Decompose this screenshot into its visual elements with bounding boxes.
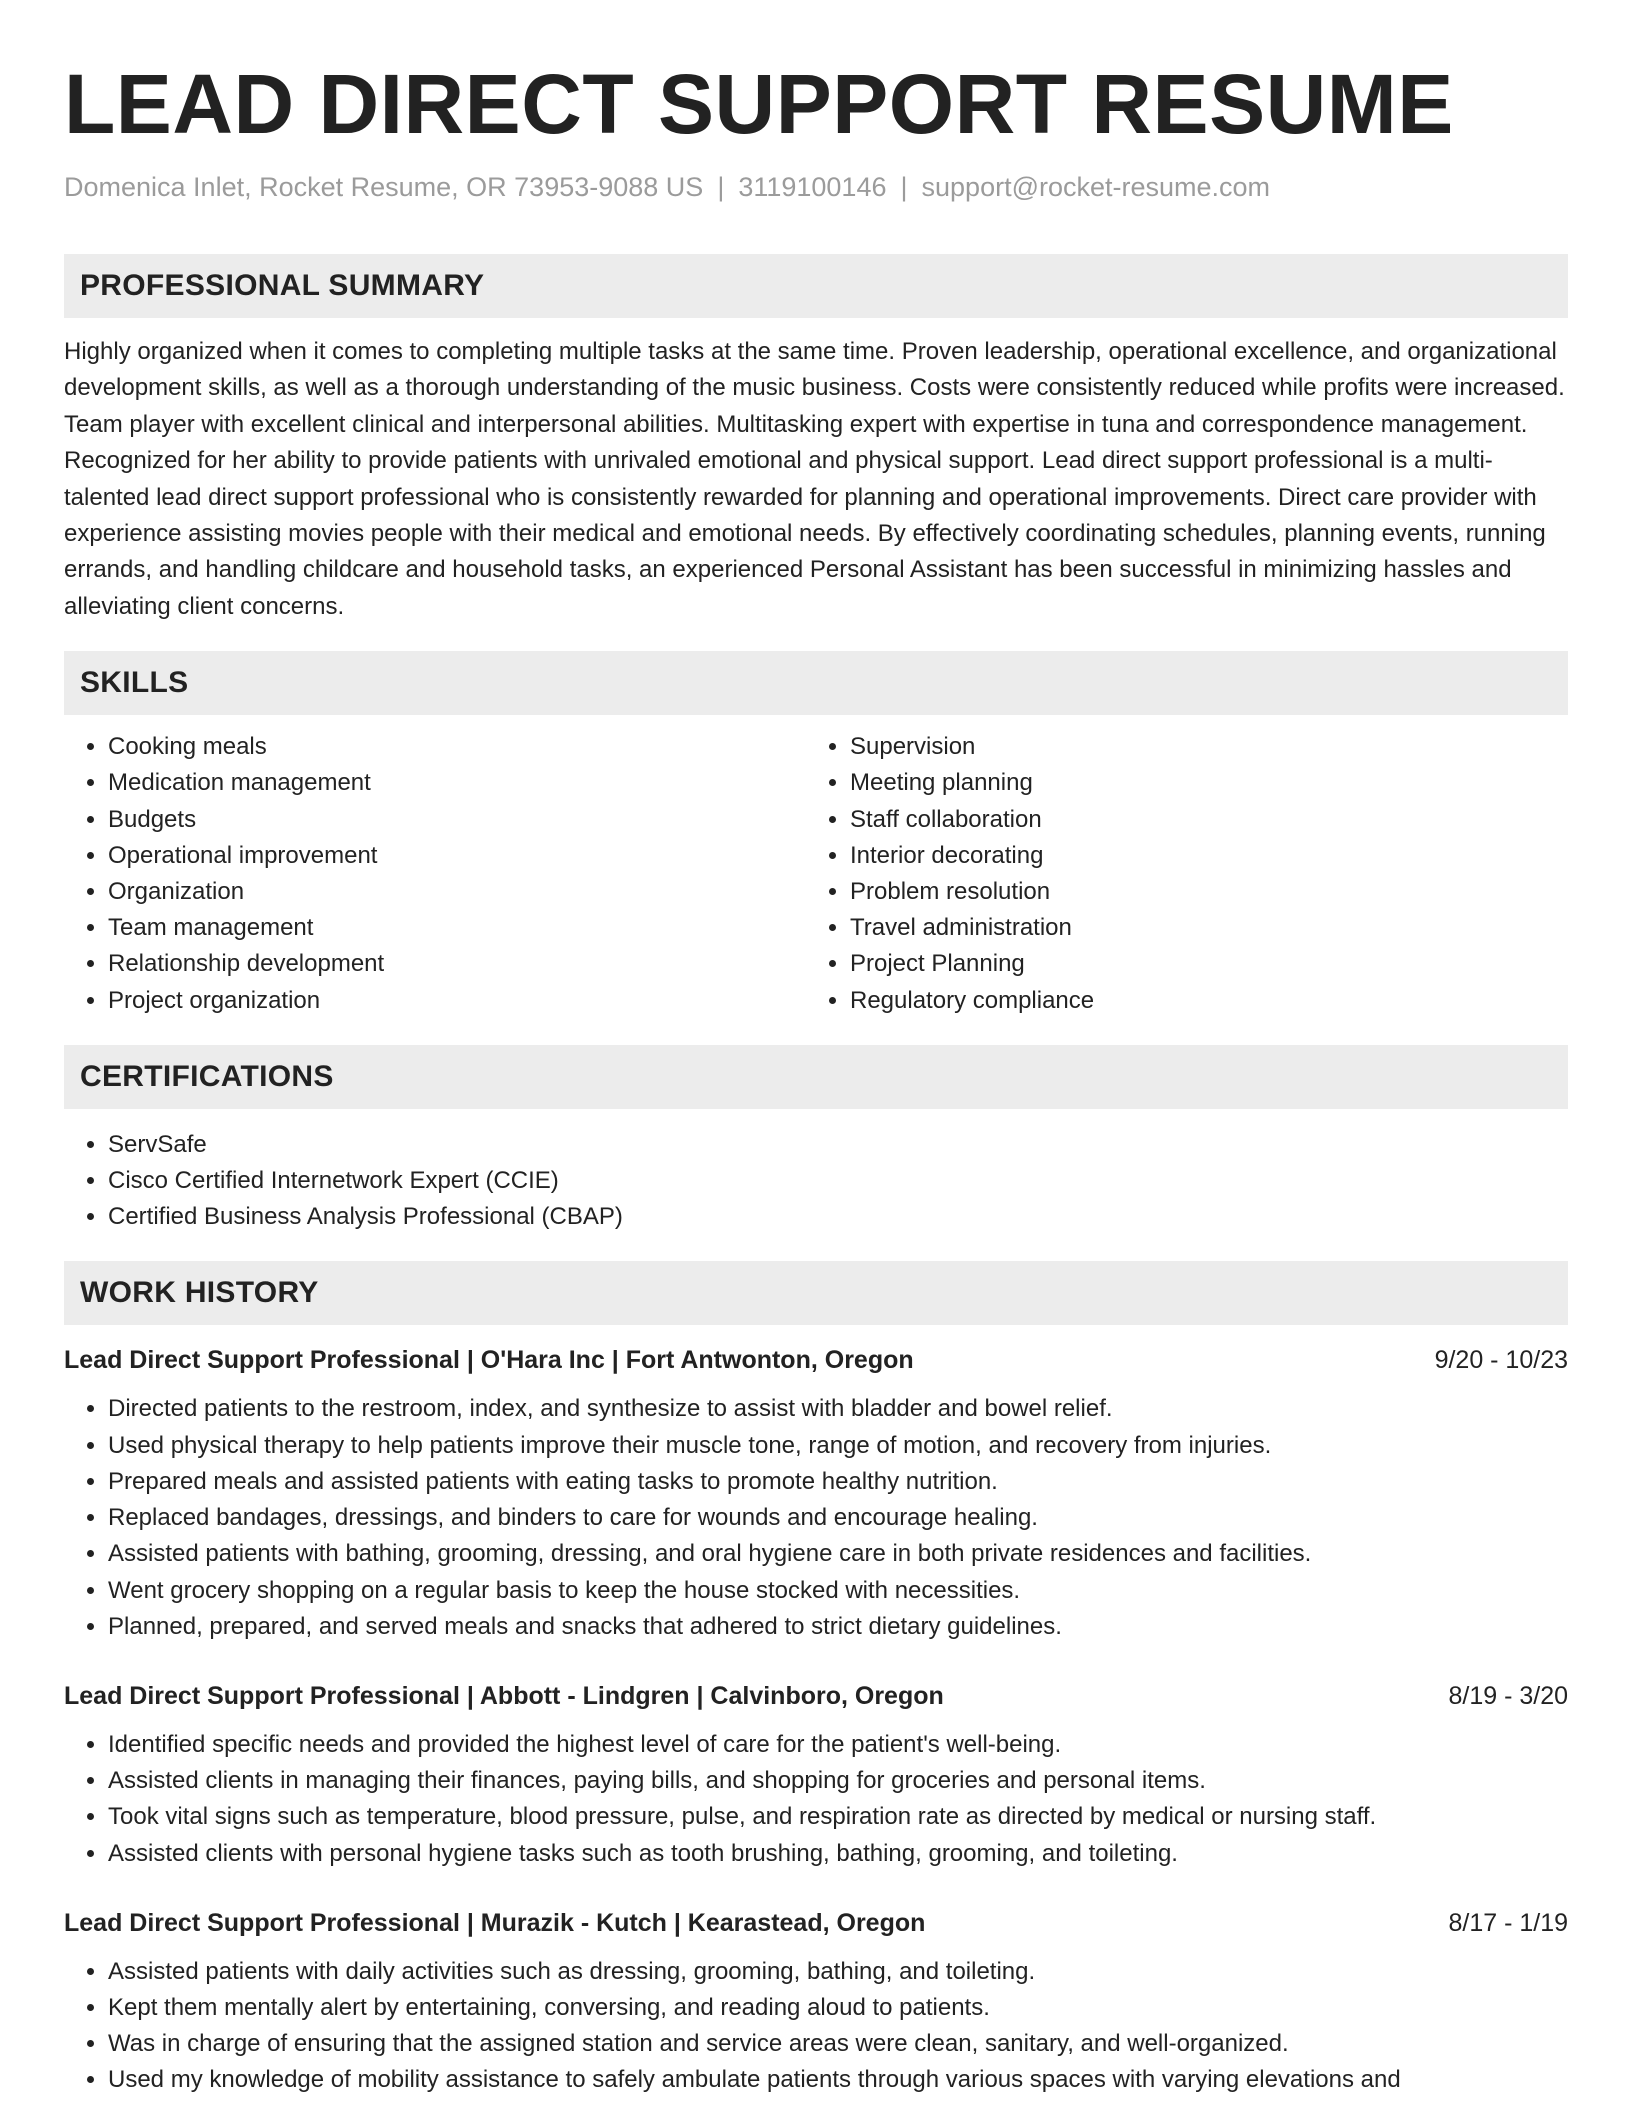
- skills-columns: [64, 729, 1568, 1019]
- job-title: Lead Direct Support Professional | Abbott - Lindgren | Calvinboro, Oregon: [64, 1681, 944, 1710]
- skill-item: • Project organization: [108, 983, 806, 1019]
- job-bullet: • Replaced bandages, dressings, and binders to care for wounds and encourage healing.: [108, 1500, 1568, 1536]
- job-dates: 9/20 - 10/23: [1434, 1346, 1568, 1375]
- job-title: Lead Direct Support Professional | Murazik - Kutch | Kearastead, Oregon: [64, 1908, 926, 1937]
- skill-item: • Regulatory compliance: [850, 983, 1548, 1019]
- job-title: Lead Direct Support Professional | O'Hara Inc | Fort Antwonton, Oregon: [64, 1346, 914, 1375]
- skill-item: • Budgets: [108, 802, 806, 838]
- contact-line: [64, 170, 1568, 204]
- job-entry: [64, 1343, 1568, 1644]
- skill-item: • Cooking meals: [108, 729, 806, 765]
- skill-item: • Relationship development: [108, 946, 806, 982]
- job-bullet: • Went grocery shopping on a regular basis to keep the house stocked with necessities.: [108, 1573, 1568, 1609]
- skills-list-left: [64, 729, 806, 1019]
- resume-page: [64, 0, 1568, 2099]
- job-bullet: • Identified specific needs and provided the highest level of care for the patient's well-being.: [108, 1727, 1568, 1763]
- skill-item: • Organization: [108, 874, 806, 910]
- skill-item: • Team management: [108, 910, 806, 946]
- job-header: [64, 1906, 1568, 1940]
- job-bullet: • Used physical therapy to help patients improve their muscle tone, range of motion, and recovery from injuries.: [108, 1428, 1568, 1464]
- job-bullet: • Assisted patients with daily activities such as dressing, grooming, bathing, and toileting.: [108, 1954, 1568, 1990]
- certification-item: • ServSafe: [108, 1127, 1568, 1163]
- section-header-work-history: WORK HISTORY: [64, 1261, 1568, 1325]
- job-bullet: • Assisted clients with personal hygiene tasks such as tooth brushing, bathing, grooming, and toileting.: [108, 1836, 1568, 1872]
- skill-item: • Project Planning: [850, 946, 1548, 982]
- job-dates: 8/17 - 1/19: [1448, 1908, 1568, 1937]
- skill-item: • Meeting planning: [850, 765, 1548, 801]
- section-header-summary: PROFESSIONAL SUMMARY: [64, 254, 1568, 318]
- job-bullet-list: [64, 1391, 1568, 1644]
- job-bullet: • Planned, prepared, and served meals and snacks that adhered to strict dietary guidelines.: [108, 1609, 1568, 1645]
- section-header-certifications: CERTIFICATIONS: [64, 1045, 1568, 1109]
- skill-item: • Problem resolution: [850, 874, 1548, 910]
- certification-item: • Certified Business Analysis Professional (CBAP): [108, 1199, 1568, 1235]
- job-bullet: • Kept them mentally alert by entertaining, conversing, and reading aloud to patients.: [108, 1990, 1568, 2026]
- summary-text: Highly organized when it comes to completing multiple tasks at the same time. Proven leadership, operational excellence, and organizational development skills, as well as a thorough understanding of the music business. Costs were consistently reduced while profits were increased. Team player with excellent clinical and interpersonal abilities. Multitasking expert with expertise in tuna and correspondence management. Recognized for her ability to provide patients with unrivaled emotional and physical support. Lead direct support professional is a multi-talented lead direct support professional who is consistently rewarded for planning and operational improvements. Direct care provider with experience assisting movies people with their medical and emotional needs. By effectively coordinating schedules, planning events, running errands, and handling childcare and household tasks, an experienced Personal Assistant has been successful in minimizing hassles and alleviating client concerns.: [64, 338, 1565, 620]
- job-dates: 8/19 - 3/20: [1448, 1681, 1568, 1710]
- job-bullet: • Took vital signs such as temperature, blood pressure, pulse, and respiration rate as directed by medical or nursing staff.: [108, 1799, 1568, 1835]
- resume-title: LEAD DIRECT SUPPORT RESUME: [64, 57, 1454, 151]
- job-bullet: • Prepared meals and assisted patients with eating tasks to promote healthy nutrition.: [108, 1464, 1568, 1500]
- contact-address: Domenica Inlet, Rocket Resume, OR 73953-9088 US: [64, 172, 704, 202]
- skills-column-right: [806, 729, 1548, 1019]
- skill-item: • Travel administration: [850, 910, 1548, 946]
- skills-column-left: [64, 729, 806, 1019]
- job-header: [64, 1343, 1568, 1377]
- contact-separator: |: [900, 172, 908, 202]
- job-bullet-list: [64, 1954, 1568, 2099]
- job-entry: [64, 1906, 1568, 2099]
- job-bullet: • Directed patients to the restroom, index, and synthesize to assist with bladder and bowel relief.: [108, 1391, 1568, 1427]
- skills-list-right: [806, 729, 1548, 1019]
- job-bullet: • Used my knowledge of mobility assistance to safely ambulate patients through various spaces with varying elevations and: [108, 2062, 1568, 2098]
- section-header-skills: SKILLS: [64, 651, 1568, 715]
- job-header: [64, 1679, 1568, 1713]
- contact-separator: |: [717, 172, 725, 202]
- job-bullet-list: [64, 1727, 1568, 1872]
- skill-item: • Interior decorating: [850, 838, 1548, 874]
- contact-email: support@rocket-resume.com: [921, 172, 1271, 202]
- job-entry: [64, 1679, 1568, 1872]
- skill-item: • Operational improvement: [108, 838, 806, 874]
- certification-item: • Cisco Certified Internetwork Expert (CCIE): [108, 1163, 1568, 1199]
- work-history-list: [64, 1343, 1568, 2098]
- job-bullet: • Assisted clients in managing their finances, paying bills, and shopping for groceries and personal items.: [108, 1763, 1568, 1799]
- skill-item: • Staff collaboration: [850, 802, 1548, 838]
- certifications-list: [64, 1127, 1568, 1236]
- job-bullet: • Assisted patients with bathing, grooming, dressing, and oral hygiene care in both private residences and facilities.: [108, 1536, 1568, 1572]
- contact-phone: 3119100146: [738, 172, 887, 202]
- skill-item: • Medication management: [108, 765, 806, 801]
- job-bullet: • Was in charge of ensuring that the assigned station and service areas were clean, sanitary, and well-organized.: [108, 2026, 1568, 2062]
- skill-item: • Supervision: [850, 729, 1548, 765]
